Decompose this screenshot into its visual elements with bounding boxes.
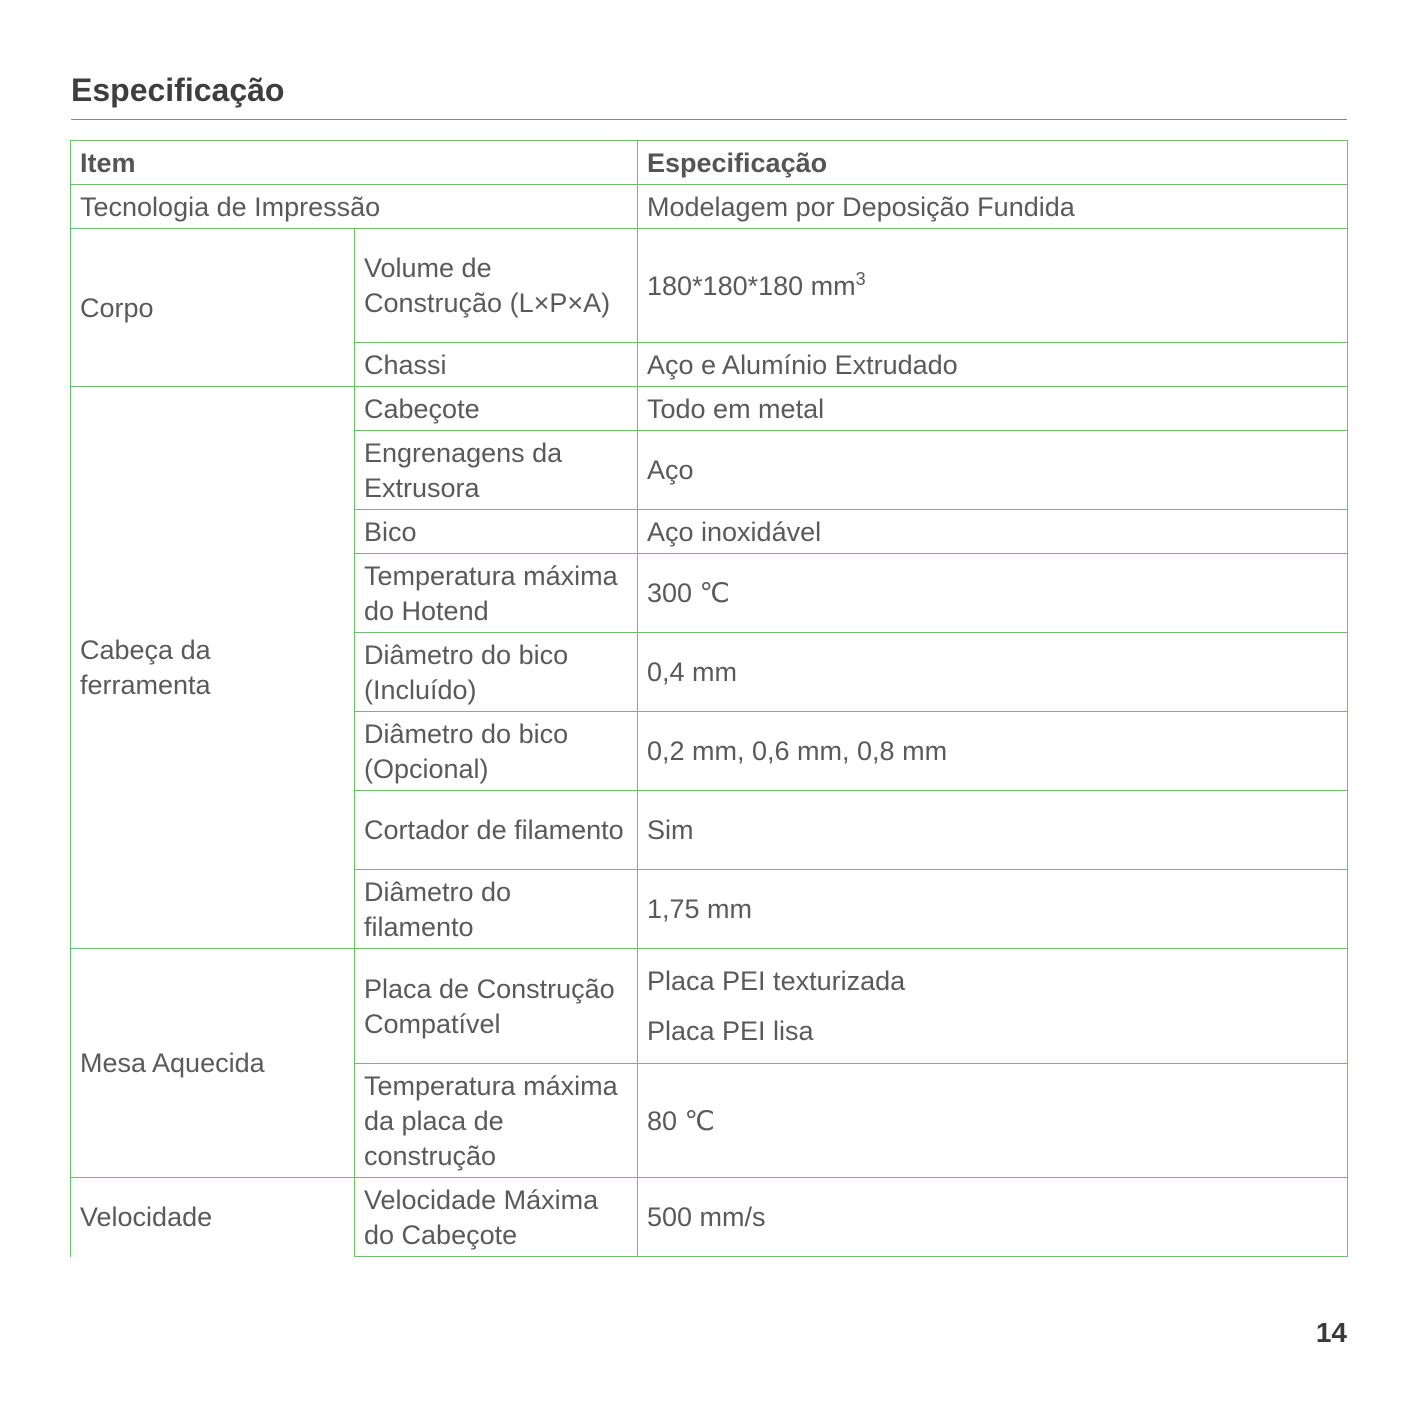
row-label-compatible-plates: Placa de Construção Compatível	[355, 949, 638, 1064]
row-label-nozzle-diameter-included: Diâmetro do bico (Incluído)	[355, 633, 638, 712]
table-row	[71, 949, 1348, 1064]
row-label-max-toolhead-speed: Velocidade Máxima do Cabeçote	[355, 1178, 638, 1257]
title-divider	[71, 119, 1347, 120]
row-value-compatible-plates	[638, 949, 1348, 1064]
row-label-print-technology: Tecnologia de Impressão	[71, 185, 638, 229]
row-label-max-hotend-temp: Temperatura máxima do Hotend	[355, 554, 638, 633]
compatible-plate-item: Placa PEI texturizada	[647, 966, 906, 996]
row-value-hotend: Todo em metal	[638, 387, 1348, 431]
row-label-max-plate-temp: Temperatura máxima da placa de construção	[355, 1064, 638, 1178]
page-number: 14	[1315, 1317, 1347, 1348]
row-value-filament-cutter: Sim	[638, 791, 1348, 870]
group-label-heatbed: Mesa Aquecida	[71, 949, 355, 1178]
row-label-nozzle-diameter-optional: Diâmetro do bico (Opcional)	[355, 712, 638, 791]
group-label-toolhead: Cabeça da ferramenta	[71, 387, 355, 949]
row-value-max-hotend-temp: 300 ℃	[638, 554, 1348, 633]
specification-table	[70, 140, 1348, 1257]
row-label-nozzle: Bico	[355, 510, 638, 554]
table-row	[71, 1178, 1348, 1257]
page-title: Especificação	[71, 72, 285, 108]
table-row	[71, 229, 1348, 343]
row-value-nozzle-diameter-optional: 0,2 mm, 0,6 mm, 0,8 mm	[638, 712, 1348, 791]
group-label-body: Corpo	[71, 229, 355, 387]
table-row	[71, 185, 1348, 229]
row-label-build-volume: Volume de Construção (L×P×A)	[355, 229, 638, 343]
header-item: Item	[71, 141, 638, 185]
row-label-filament-diameter: Diâmetro do filamento	[355, 870, 638, 949]
row-label-filament-cutter: Cortador de filamento	[355, 791, 638, 870]
row-value-max-plate-temp: 80 ℃	[638, 1064, 1348, 1178]
table-row	[71, 387, 1348, 431]
group-label-speed: Velocidade	[71, 1178, 355, 1257]
row-value-build-volume	[638, 229, 1348, 343]
compatible-plate-item: Placa PEI lisa	[647, 1016, 814, 1046]
header-spec: Especificação	[638, 141, 1348, 185]
row-value-nozzle: Aço inoxidável	[638, 510, 1348, 554]
row-value-extruder-gears: Aço	[638, 431, 1348, 510]
row-label-extruder-gears: Engrenagens da Extrusora	[355, 431, 638, 510]
table-header-row	[71, 141, 1348, 185]
row-value-max-toolhead-speed: 500 mm/s	[638, 1178, 1348, 1257]
row-value-filament-diameter: 1,75 mm	[638, 870, 1348, 949]
row-label-hotend: Cabeçote	[355, 387, 638, 431]
build-volume-superscript: 3	[855, 268, 866, 289]
build-volume-value: 180*180*180 mm	[647, 270, 856, 301]
row-value-nozzle-diameter-included: 0,4 mm	[638, 633, 1348, 712]
row-value-chassis: Aço e Alumínio Extrudado	[638, 343, 1348, 387]
row-value-print-technology: Modelagem por Deposição Fundida	[638, 185, 1348, 229]
row-label-chassis: Chassi	[355, 343, 638, 387]
